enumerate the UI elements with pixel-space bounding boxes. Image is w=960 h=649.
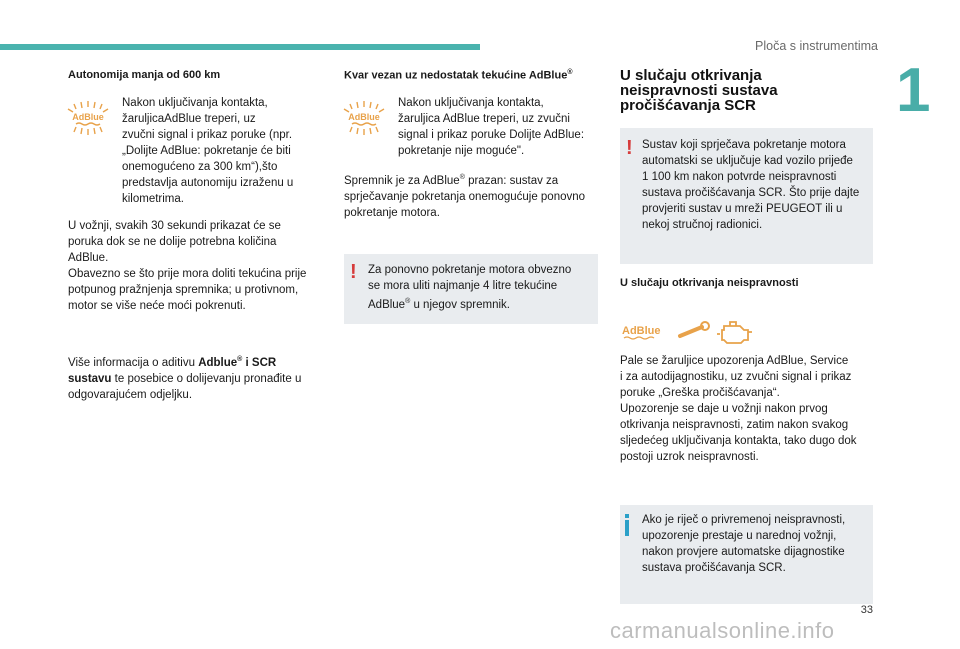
col2-heading (344, 69, 573, 82)
page-number: 33 (860, 604, 873, 616)
text-line: žaruljica AdBlue treperi, uz zvučni (398, 113, 570, 125)
heading-line: pročišćavanja SCR (620, 97, 756, 114)
text-line: žaruljicaAdBlue treperi, uz (122, 113, 256, 125)
col1-paragraph (68, 218, 328, 314)
text-run: prazan: sustav za (464, 174, 559, 187)
exclamation-icon: ! (626, 137, 633, 159)
warning-lights-row (620, 316, 760, 346)
info-icon (625, 514, 630, 536)
col2-icon-description (398, 95, 598, 159)
adblue-icon-label: AdBlue (348, 112, 380, 122)
col2-paragraph (344, 170, 604, 221)
text-run: Spremnik je za AdBlue (344, 174, 460, 187)
heading-line: neispravnosti sustava (620, 82, 778, 99)
text-line: kilometrima. (122, 193, 184, 205)
text-line: postoji uzrok neispravnosti. (620, 451, 759, 463)
registered-mark: ® (459, 174, 465, 181)
text-line: sprječavanje pokretanja onemogućuje ponovno (344, 190, 586, 203)
text-run: AdBlue (368, 298, 406, 311)
text-line: se mora uliti najmanje 4 litre tekućine (368, 280, 558, 292)
text-line: Ako je riječ o privremenoj neispravnosti, (642, 514, 846, 526)
info-note (620, 505, 873, 604)
text-line: i za autodijagnostiku, uz zvučni signal i prikaz (620, 371, 852, 383)
adblue-warning-icon (64, 101, 112, 135)
warning-note (344, 254, 598, 324)
warning-note (620, 128, 873, 264)
text-line: AdBlue. (68, 252, 109, 264)
scr-term: i SCR (242, 356, 277, 369)
heading-text: Kvar vezan uz nedostatak tekućine AdBlue (344, 69, 568, 82)
chapter-number: 1 (896, 56, 931, 125)
text-line: nekoj stručnoj radionici. (642, 219, 763, 231)
text-line: Sustav koji sprječava pokretanje motora (642, 139, 846, 151)
text-line: signal i prikaz poruke Dolijte AdBlue: (398, 129, 585, 141)
text-line: „Dolijte AdBlue: pokretanje će biti (122, 145, 291, 157)
exclamation-icon: ! (350, 261, 357, 283)
text-line: odgovarajućem odjeljku. (68, 388, 193, 401)
adblue-light-label: AdBlue (622, 325, 661, 337)
registered-mark: ® (567, 69, 573, 76)
text-run: te posebice o dolijevanju pronađite u (111, 372, 302, 385)
text-line: 1 100 km nakon potvrde neispravnosti (642, 171, 837, 183)
text-line: potpunog pražnjenja spremnika; u protivnom, (68, 284, 299, 296)
text-run: u njegov spremnik. (410, 298, 510, 311)
text-line: Obavezno se što prije mora doliti tekućina prije (68, 268, 307, 280)
text-line: Pale se žaruljice upozorenja AdBlue, Service (620, 355, 849, 367)
adblue-warning-icon (340, 101, 388, 135)
registered-mark: ® (237, 356, 243, 363)
adblue-term: Adblue (198, 356, 238, 369)
text-line: provjeriti sustav u mreži PEUGEOT ili u (642, 203, 843, 215)
section-title: Ploča s instrumentima (755, 39, 878, 53)
col1-icon-description (122, 95, 312, 207)
adblue-icon-label: AdBlue (72, 112, 104, 122)
sustavu-term: sustavu (68, 372, 112, 385)
text-line: automatski se uključuje kad vozilo prijeđe (642, 155, 853, 167)
text-line: otkrivanja neispravnosti, zatim nakon svakog (620, 419, 849, 431)
text-line: nakon provjere automatske dijagnostike (642, 546, 845, 558)
text-line: zvučni signal i prikaz poruke (npr. (122, 129, 293, 141)
col1-heading: Autonomija manja od 600 km (68, 69, 221, 81)
text-line: pokretanje nije moguće". (398, 145, 525, 157)
subheading: U slučaju otkrivanja neispravnosti (620, 277, 799, 289)
text-line: poruka dok se ne dolije potrebna količina (68, 236, 277, 248)
text-line: Upozorenje se daje u vožnji nakon prvog (620, 403, 828, 415)
col1-more-info (68, 352, 328, 403)
text-line: predstavlja autonomiju izraženu u (122, 177, 294, 189)
text-line: sljedećeg uključivanja kontakta, tako dugo dok (620, 435, 857, 447)
text-run: Više informacija o aditivu (68, 356, 199, 369)
heading-line: U slučaju otkrivanja (620, 67, 762, 84)
text-line: Za ponovno pokretanje motora obvezno (368, 264, 572, 276)
text-line: sustava pročišćavanja SCR. (642, 562, 786, 574)
text-line: motor se više neće moći pokrenuti. (68, 300, 246, 312)
header-accent-bar (0, 44, 480, 50)
text-line: onemogućeno za 300 km“),što (122, 161, 278, 173)
text-line: sustava pročišćavanja SCR. Što prije dajte (642, 187, 860, 199)
wrench-icon (680, 322, 709, 336)
text-line: poruke „Greška pročišćavanja“. (620, 387, 780, 399)
text-line: pokretanje motora. (344, 206, 440, 219)
registered-mark: ® (405, 298, 411, 305)
engine-icon (717, 322, 752, 343)
text-line: U vožnji, svakih 30 sekundi prikazat će se (68, 220, 281, 232)
text-line: Nakon uključivanja kontakta, (122, 97, 268, 109)
text-line: Nakon uključivanja kontakta, (398, 97, 544, 109)
section-heading (620, 68, 880, 113)
text-line: upozorenje prestaje u narednoj vožnji, (642, 530, 837, 542)
watermark: carmanualsonline.info (610, 618, 835, 643)
col3-paragraph (620, 353, 890, 465)
